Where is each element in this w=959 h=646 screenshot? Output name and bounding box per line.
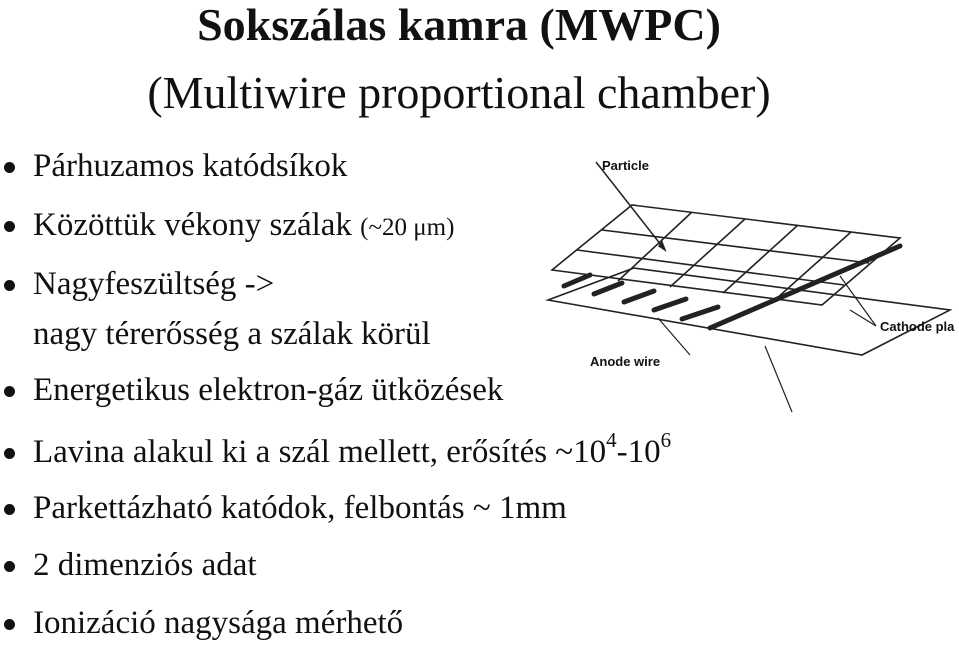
bullet-dot [4, 280, 15, 291]
bullet-text-mid: -10 [616, 434, 661, 470]
bullet-text: Nagyfeszültség -> [33, 266, 275, 302]
bullet-text: Párhuzamos katódsíkok [33, 148, 348, 184]
exponent-high: 6 [660, 428, 672, 452]
bullet-text: Közöttük vékony szálak [33, 207, 352, 243]
label-particle: Particle [602, 158, 649, 173]
mwpc-diagram [540, 150, 959, 420]
bullet-dot [4, 448, 15, 459]
bullet-text: Parkettázható katódok, felbontás ~ 1mm [33, 490, 567, 526]
bullet-text: 2 dimenziós adat [33, 547, 257, 583]
bullet-dot [4, 162, 15, 173]
bullet-continuation: nagy térerősség a szálak körül [33, 316, 431, 352]
bullet-dot [4, 561, 15, 572]
bullet-text: Lavina alakul ki a szál mellett, erősítés ~10 [33, 434, 607, 470]
bullet-text: Energetikus elektron-gáz ütközések [33, 372, 504, 408]
wire-diameter-note: (~20 μm) [360, 214, 455, 241]
label-anode-wire: Anode wire [590, 354, 661, 369]
bullet-dot [4, 619, 15, 630]
title-line-1: Sokszálas kamra (MWPC) [197, 0, 721, 50]
label-cathode-plane: Cathode pla [880, 319, 955, 334]
bullet-text: Ionizáció nagysága mérhető [33, 605, 404, 641]
title-line-2: (Multiwire proportional chamber) [147, 67, 771, 118]
bullet-dot [4, 221, 15, 232]
exponent-low: 4 [606, 428, 617, 452]
bullet-dot [4, 386, 15, 397]
bullet-dot [4, 504, 15, 515]
